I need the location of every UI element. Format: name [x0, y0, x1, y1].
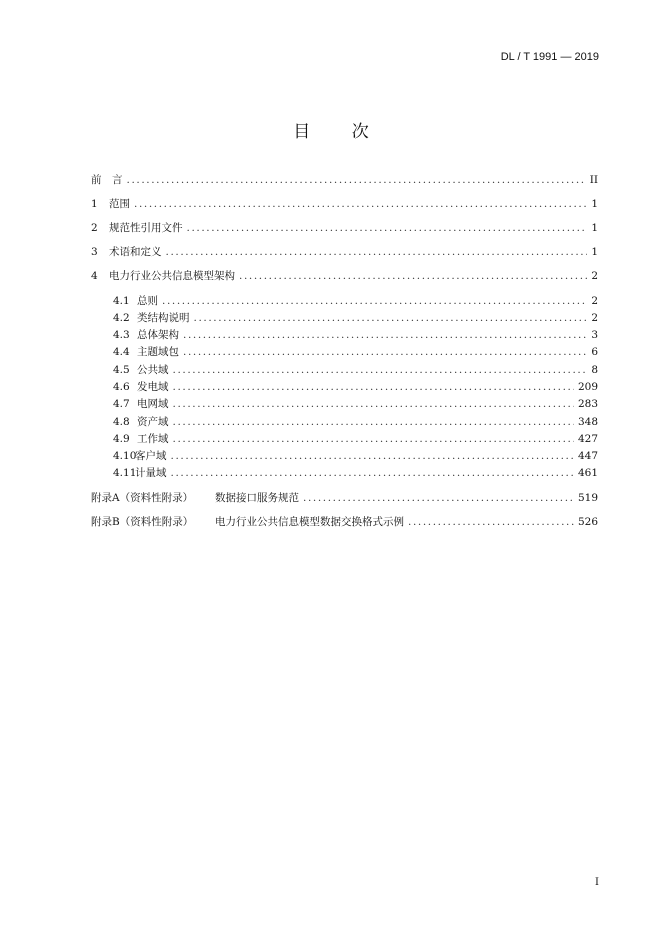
dot-leader	[173, 364, 588, 376]
toc-entry-title: 发电域	[137, 381, 169, 393]
toc-entry-number: 4.10	[113, 450, 137, 462]
toc-entry-page: 1	[591, 222, 598, 234]
toc-entry-page: 283	[577, 398, 598, 410]
toc-entry-page: 3	[591, 329, 598, 341]
toc-entry[interactable]	[113, 396, 598, 411]
toc-entry-title: 数据接口服务规范	[215, 492, 299, 504]
toc-entry-title: 电力行业公共信息模型数据交换格式示例	[215, 516, 404, 528]
toc-entry-number: 附录B（资料性附录）	[91, 516, 194, 528]
dot-leader	[171, 467, 574, 479]
toc-entry-number: 4.9	[113, 433, 130, 445]
dot-leader	[173, 398, 574, 410]
page-title	[0, 117, 662, 142]
toc-entry-title: 总体架构	[137, 329, 179, 341]
toc-entry[interactable]	[91, 196, 598, 211]
toc-entry[interactable]	[91, 244, 598, 259]
toc-entry-number: 4.8	[113, 416, 130, 428]
toc-entry-number: 附录A（资料性附录）	[91, 492, 194, 504]
toc-entry-page: 8	[591, 364, 598, 376]
toc-entry-page: 2	[591, 312, 598, 324]
toc-entry-number: 4	[91, 270, 98, 282]
dot-leader	[173, 381, 574, 393]
toc-entry-number: 1	[91, 198, 98, 210]
toc-entry[interactable]	[91, 490, 598, 505]
dot-leader	[183, 329, 587, 341]
toc-entry-number: 4.6	[113, 381, 130, 393]
toc-entry-title: 主题域包	[137, 346, 179, 358]
toc-entry[interactable]	[113, 344, 598, 359]
toc-entry-page: 2	[591, 295, 598, 307]
toc-entry-title: 规范性引用文件	[109, 222, 183, 234]
toc-entry-title: 术语和定义	[109, 246, 162, 258]
toc-entry-title: 类结构说明	[137, 312, 190, 324]
title-char-2: 次	[351, 122, 369, 142]
toc-entry-title: 电网域	[137, 398, 169, 410]
toc-entry-title: 前 言	[91, 174, 123, 186]
toc-entry-page: 1	[591, 198, 598, 210]
toc-entry-number: 4.5	[113, 364, 130, 376]
toc-entry-page: 348	[577, 416, 598, 428]
toc-entry-number: 4.4	[113, 346, 130, 358]
dot-leader	[187, 222, 588, 234]
toc-entry-number: 3	[91, 246, 98, 258]
toc-entry-page: 2	[591, 270, 598, 282]
toc-entry-number: 4.3	[113, 329, 130, 341]
standard-code: DL / T 1991 — 2019	[500, 51, 599, 63]
toc-entry-page: 1	[591, 246, 598, 258]
toc-entry[interactable]	[113, 362, 598, 377]
toc-entry[interactable]	[91, 172, 598, 187]
dot-leader	[162, 295, 587, 307]
toc-entry-page: 526	[577, 516, 598, 528]
toc-entry-number: 4.7	[113, 398, 130, 410]
page-number: I	[595, 877, 599, 888]
dot-leader	[183, 346, 587, 358]
dot-leader	[303, 492, 574, 504]
dot-leader	[166, 246, 588, 258]
dot-leader	[194, 312, 588, 324]
toc-entry-title: 资产域	[137, 416, 169, 428]
toc-entry-title: 公共域	[137, 364, 169, 376]
dot-leader	[408, 516, 574, 528]
toc-entry-page: II	[589, 174, 598, 186]
dot-leader	[239, 270, 587, 282]
toc-entry[interactable]	[113, 414, 598, 429]
toc-entry[interactable]	[113, 293, 598, 308]
toc-entry-page: 519	[577, 492, 598, 504]
title-char-1: 目	[293, 122, 311, 142]
toc-entry-page: 6	[591, 346, 598, 358]
toc-entry-page: 209	[577, 381, 598, 393]
toc-entry[interactable]	[113, 448, 598, 463]
toc-entry[interactable]	[91, 220, 598, 235]
toc-entry[interactable]	[113, 465, 598, 480]
toc-entry-title: 电力行业公共信息模型架构	[109, 270, 235, 282]
dot-leader	[173, 433, 574, 445]
toc-entry[interactable]	[113, 379, 598, 394]
dot-leader	[173, 416, 574, 428]
toc-entry[interactable]	[91, 514, 598, 529]
toc-entry-page: 427	[577, 433, 598, 445]
toc-entry-number: 2	[91, 222, 98, 234]
toc-entry-title: 计量域	[135, 467, 167, 479]
toc-entry-title: 总则	[137, 295, 158, 307]
toc-entry-title: 范围	[109, 198, 130, 210]
dot-leader	[127, 174, 586, 186]
toc-entry-page: 461	[577, 467, 598, 479]
toc-entry-number: 4.11	[113, 467, 137, 479]
toc-entry[interactable]	[113, 327, 598, 342]
toc-entry[interactable]	[113, 310, 598, 325]
dot-leader	[134, 198, 587, 210]
toc-entry-title: 工作域	[137, 433, 169, 445]
toc-entry-title: 客户域	[135, 450, 167, 462]
toc-entry-page: 447	[577, 450, 598, 462]
dot-leader	[171, 450, 574, 462]
toc-entry-number: 4.1	[113, 295, 130, 307]
toc-entry[interactable]	[113, 431, 598, 446]
toc-entry[interactable]	[91, 268, 598, 283]
toc-entry-number: 4.2	[113, 312, 130, 324]
